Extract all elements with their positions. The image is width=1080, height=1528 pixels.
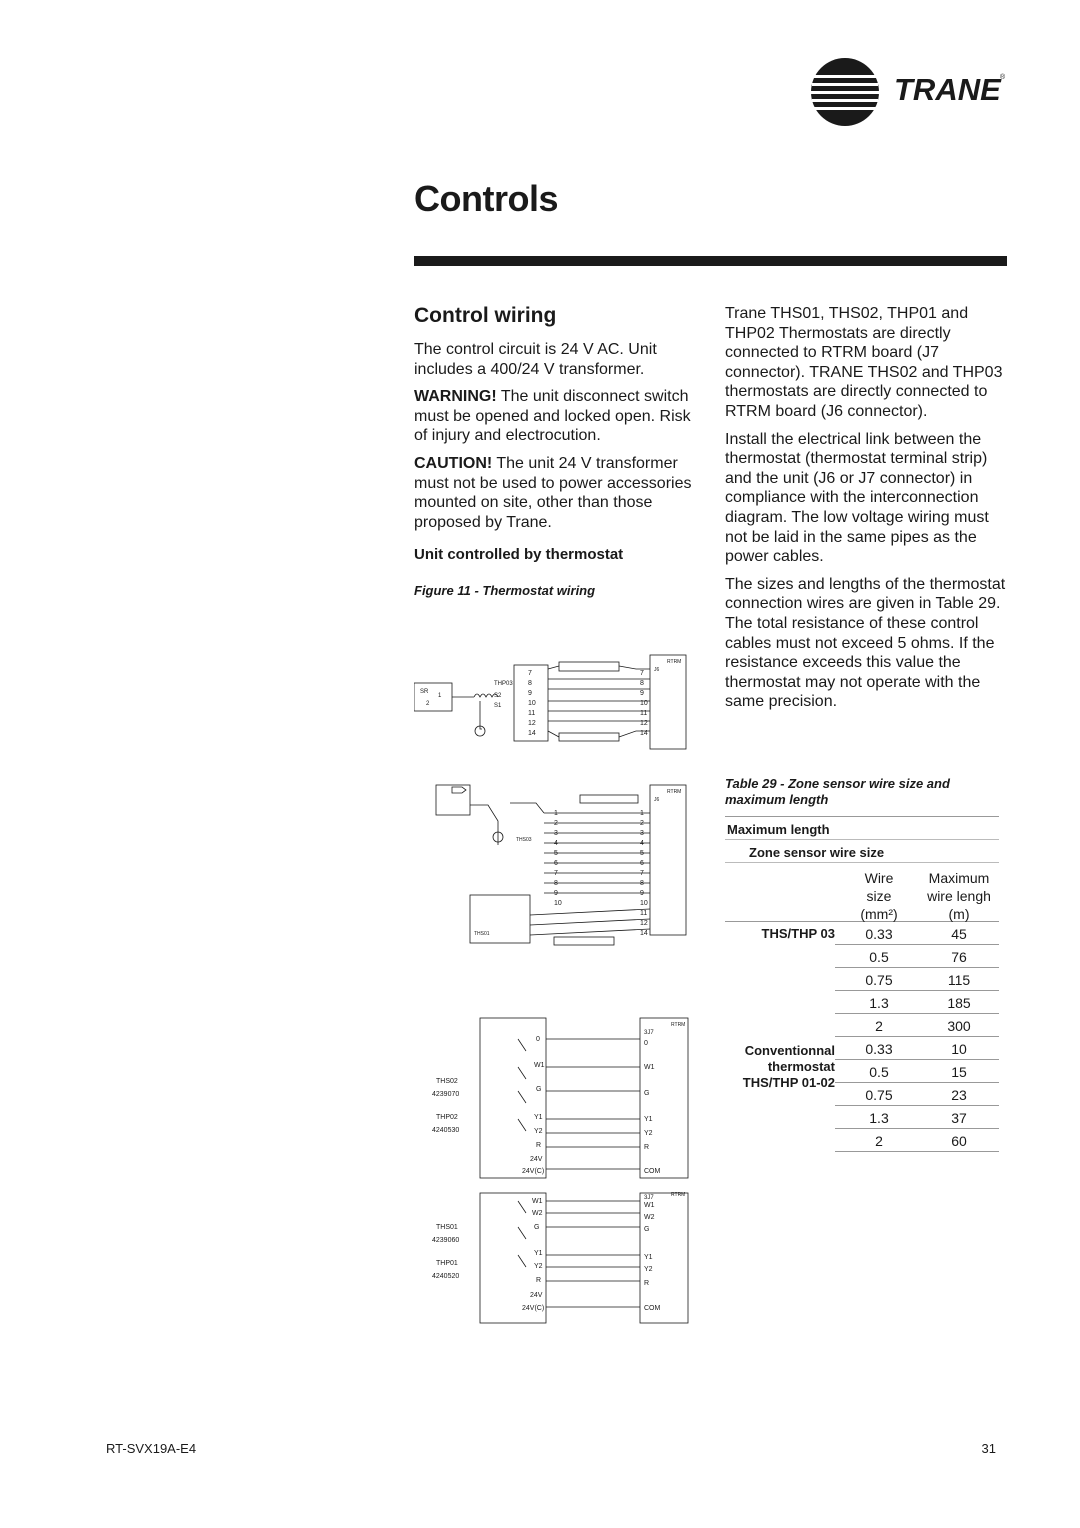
svg-text:1: 1 (554, 810, 558, 817)
right-paragraph-1: Trane THS01, THS02, THP01 and THP02 Thermostats are directly connected to RTRM board (J7 connector). TRANE THS02 and THP03 thermostats are directly connected to RTRM board (J6 connector). (725, 305, 1003, 420)
table-group-label: THS/THP 03 (725, 926, 835, 942)
wire-size-cell: 1.3 (869, 1110, 889, 1126)
thp01-label: THP01 (436, 1260, 458, 1267)
table-row (835, 1129, 999, 1152)
wire-size-cell: 1.3 (869, 995, 889, 1011)
page-title: Controls (414, 178, 558, 219)
svg-text:14: 14 (640, 730, 648, 737)
svg-text:8: 8 (554, 880, 558, 887)
caution-paragraph (414, 454, 704, 532)
svg-text:7: 7 (528, 670, 532, 677)
max-length-cell: 60 (951, 1133, 967, 1149)
table-row (835, 1037, 999, 1060)
j6-label-1: J6 (654, 667, 660, 673)
wire-size-cell: 0.75 (865, 1087, 893, 1103)
svg-text:5: 5 (640, 850, 644, 857)
zone-sensor-table (725, 816, 999, 1152)
max-length-cell: 76 (951, 949, 967, 965)
ths01-label: THS01 (436, 1224, 458, 1231)
svg-text:R: R (644, 1144, 650, 1151)
footer-page-number: 31 (981, 1441, 996, 1456)
max-length-cell: 185 (947, 995, 971, 1011)
table-row (835, 968, 999, 991)
svg-text:COM: COM (644, 1305, 661, 1312)
max-length-cell: 115 (947, 972, 971, 988)
wire-size-cell: 0.33 (865, 1041, 893, 1057)
right-column (725, 304, 1015, 720)
svg-text:3J7: 3J7 (644, 1195, 654, 1201)
max-length-cell: 45 (951, 926, 967, 942)
max-length-cell: 23 (951, 1087, 967, 1103)
svg-text:G: G (644, 1226, 650, 1233)
svg-text:5: 5 (554, 850, 558, 857)
ths03-label: THS03 (516, 837, 532, 843)
table-header-1: Maximum length (725, 816, 999, 840)
svg-text:W1: W1 (644, 1202, 655, 1209)
wire-size-cell: 0.5 (869, 1064, 889, 1080)
svg-text:W1: W1 (534, 1062, 545, 1069)
svg-text:24V: 24V (530, 1292, 543, 1299)
thp01-code: 4240520 (432, 1273, 460, 1280)
ths02-code: 4239070 (432, 1091, 460, 1098)
subheading: Unit controlled by thermostat (414, 546, 624, 564)
svg-text:RTRM: RTRM (671, 1022, 686, 1028)
svg-text:7: 7 (640, 670, 644, 677)
table-caption: Table 29 - Zone sensor wire size and maximum length (725, 776, 950, 807)
svg-text:Y1: Y1 (534, 1250, 543, 1257)
ths02-label: THS02 (436, 1078, 458, 1085)
svg-text:6: 6 (640, 860, 644, 867)
warning-label: WARNING! (414, 388, 497, 406)
svg-text:11: 11 (528, 710, 536, 717)
svg-text:Y2: Y2 (644, 1266, 653, 1273)
svg-text:11: 11 (640, 910, 648, 917)
terminal-1-label: 1 (438, 693, 442, 699)
svg-text:12: 12 (640, 720, 648, 727)
s2-label: S2 (494, 693, 502, 699)
svg-text:R: R (644, 1280, 650, 1287)
footer-doc-id: RT-SVX19A-E4 (106, 1441, 197, 1456)
svg-text:10: 10 (528, 700, 536, 707)
svg-text:Y1: Y1 (534, 1114, 543, 1121)
svg-text:24V(C): 24V(C) (522, 1168, 545, 1175)
table-row (835, 922, 999, 945)
max-length-cell: 300 (947, 1018, 971, 1034)
svg-text:2: 2 (640, 820, 644, 827)
wire-size-cell: 2 (875, 1018, 883, 1034)
svg-text:®: ® (1000, 74, 1006, 81)
warning-paragraph (414, 387, 704, 446)
table-caption-wrap (725, 776, 999, 808)
wire-size-cell: 2 (875, 1133, 883, 1149)
svg-text:9: 9 (528, 690, 532, 697)
table-column-header: Wire size (mm²) Maximum wire lengh (m) (725, 863, 999, 922)
terminal-2-label: 2 (426, 701, 430, 707)
svg-text:3: 3 (554, 830, 558, 837)
svg-text:G: G (534, 1224, 540, 1231)
table-row (835, 1106, 999, 1129)
caution-label: CAUTION! (414, 454, 493, 472)
svg-text:RTRM: RTRM (671, 1192, 686, 1198)
svg-text:Y2: Y2 (644, 1130, 653, 1137)
svg-text:2: 2 (554, 820, 558, 827)
svg-text:11: 11 (640, 710, 648, 717)
ths01-small-label: THS01 (474, 931, 490, 937)
svg-text:7: 7 (554, 870, 558, 877)
svg-text:24V(C): 24V(C) (522, 1305, 545, 1312)
table-row (835, 945, 999, 968)
caution-text: The unit 24 V transformer must not be used to power accessories mounted on site, other than those proposed by Trane. (414, 454, 692, 531)
warning-text: The unit disconnect switch must be opened and locked open. Risk of injury and electrocution. (414, 388, 691, 445)
svg-text:7: 7 (640, 870, 644, 877)
svg-text:9: 9 (554, 890, 558, 897)
svg-text:9: 9 (640, 690, 644, 697)
table-header-2: Zone sensor wire size (725, 840, 999, 863)
table-group-conventional (725, 1037, 999, 1152)
svg-text:9: 9 (640, 890, 644, 897)
svg-text:J6: J6 (654, 797, 660, 803)
svg-text:Y1: Y1 (644, 1116, 653, 1123)
svg-text:4: 4 (640, 840, 644, 847)
svg-text:R: R (536, 1142, 542, 1149)
svg-text:3: 3 (640, 830, 644, 837)
title-rule (414, 256, 1007, 266)
svg-text:1: 1 (640, 810, 644, 817)
thp03-label: THP03 (494, 681, 513, 687)
svg-text:G: G (644, 1090, 650, 1097)
svg-text:12: 12 (640, 920, 648, 927)
thp02-code: 4240530 (432, 1127, 460, 1134)
thermostat-wiring-diagram (414, 645, 714, 1330)
intro-paragraph: The control circuit is 24 V AC. Unit includes a 400/24 V transformer. (414, 341, 657, 378)
sr-label: SR (420, 689, 429, 695)
svg-text:0: 0 (536, 1036, 540, 1043)
table-group-ths-thp-03 (725, 922, 999, 1037)
svg-text:8: 8 (528, 680, 532, 687)
svg-text:4: 4 (554, 840, 558, 847)
table-row (835, 1083, 999, 1106)
table-group-label: Conventionnal thermostat THS/THP 01-02 (725, 1043, 835, 1091)
max-length-cell: 37 (951, 1110, 967, 1126)
svg-text:8: 8 (640, 680, 644, 687)
rtrm-label-1: RTRM (667, 659, 682, 665)
right-paragraph-2: Install the electrical link between the thermostat (thermostat terminal strip) and the unit (J6 or J7 connector) in compliance with the interconnection diagram. The low voltage wiring must not be laid in the same pipes as the power cables. (725, 430, 989, 566)
wire-size-cell: 0.75 (865, 972, 893, 988)
max-length-cell: 15 (951, 1064, 967, 1080)
svg-text:10: 10 (640, 900, 648, 907)
wire-size-cell: 0.33 (865, 926, 893, 942)
svg-text:W1: W1 (644, 1064, 655, 1071)
svg-text:0: 0 (644, 1040, 648, 1047)
svg-text:W2: W2 (532, 1210, 543, 1217)
left-column (414, 304, 704, 598)
svg-text:G: G (536, 1086, 542, 1093)
section-heading: Control wiring (414, 304, 557, 327)
svg-text:R: R (536, 1277, 542, 1284)
svg-text:12: 12 (528, 720, 536, 727)
svg-text:14: 14 (528, 730, 536, 737)
svg-text:3J7: 3J7 (644, 1030, 654, 1036)
svg-text:Y2: Y2 (534, 1128, 543, 1135)
thp02-label: THP02 (436, 1114, 458, 1121)
svg-text:W2: W2 (644, 1214, 655, 1221)
max-length-cell: 10 (951, 1041, 967, 1057)
trane-logo (808, 54, 1008, 130)
right-paragraph-3: The sizes and lengths of the thermostat connection wires are given in Table 29. The total resistance of these control cables must not exceed 5 ohms. If the resistance exceeds this value the thermostat may not operate with the same precision. (725, 575, 1006, 711)
brand-name: TRANE (894, 72, 1001, 107)
svg-text:RTRM: RTRM (667, 789, 682, 795)
svg-text:14: 14 (640, 930, 648, 937)
svg-text:10: 10 (640, 700, 648, 707)
svg-text:W1: W1 (532, 1198, 543, 1205)
s1-label: S1 (494, 703, 502, 709)
table-row (835, 991, 999, 1014)
svg-text:10: 10 (554, 900, 562, 907)
table-row (835, 1014, 999, 1037)
svg-text:Y1: Y1 (644, 1254, 653, 1261)
svg-text:Y2: Y2 (534, 1263, 543, 1270)
table-row (835, 1060, 999, 1083)
ths01-code: 4239060 (432, 1237, 460, 1244)
figure-caption: Figure 11 - Thermostat wiring (414, 583, 596, 599)
svg-text:COM: COM (644, 1168, 661, 1175)
svg-text:8: 8 (640, 880, 644, 887)
svg-text:6: 6 (554, 860, 558, 867)
svg-text:24V: 24V (530, 1156, 543, 1163)
wire-size-cell: 0.5 (869, 949, 889, 965)
